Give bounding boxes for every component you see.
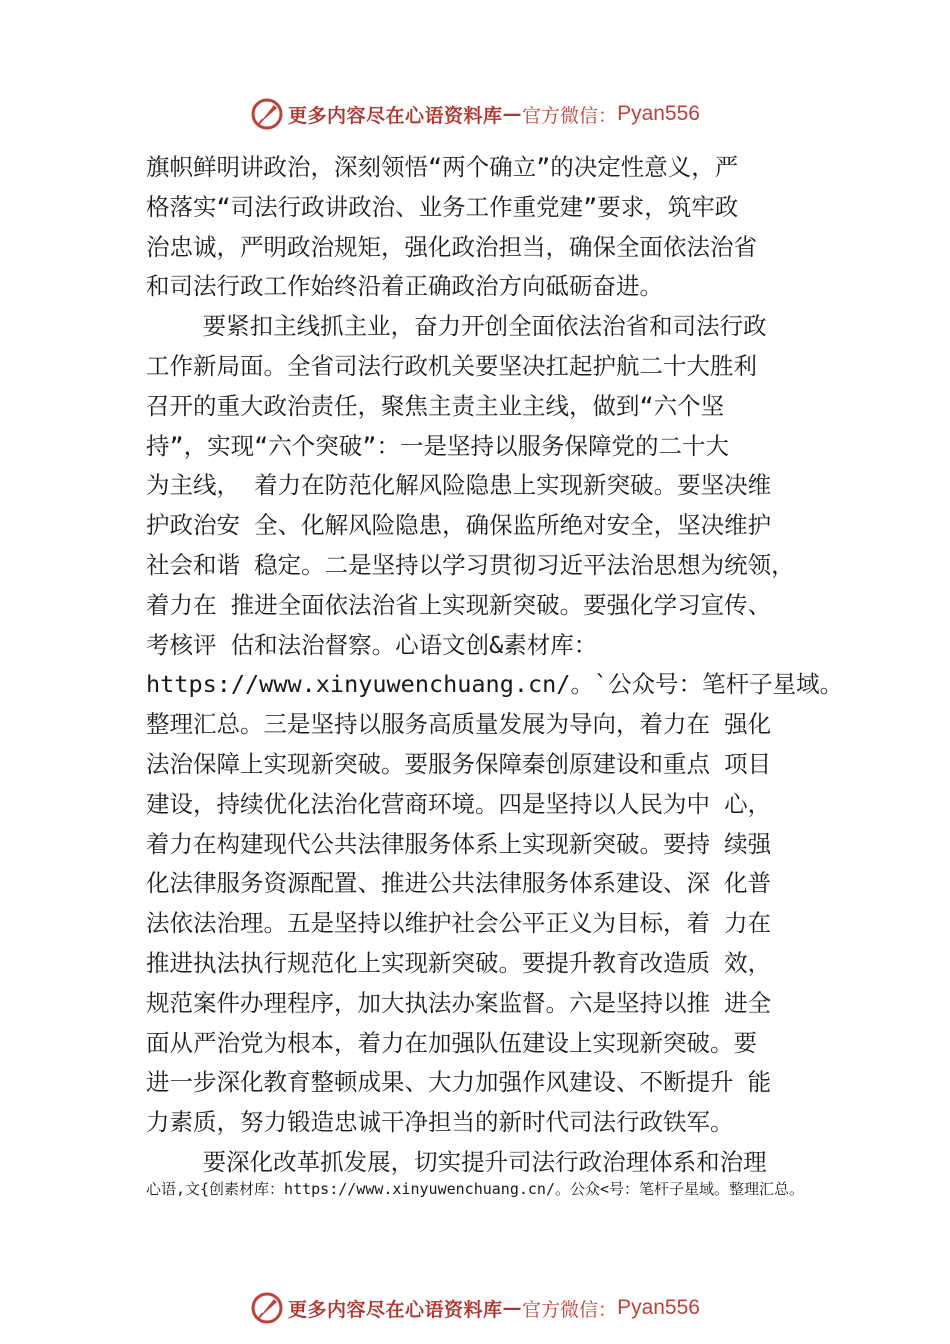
feather-logo-icon [250,1291,284,1325]
banner-wechat-id: Pyan556 [617,102,700,125]
text-line: 法治保障上实现新突破。要服务保障秦创原建设和重点 项目 [146,749,772,778]
footer-note: 心语,文{创素材库：https://www.xinyuwenchuang.cn/。公众<号：笔杆子星域。整理汇总。 [145,1180,805,1198]
banner-wechat-label: 官方微信： [522,104,618,127]
text-line: 力素质，努力锻造忠诚干净担当的新时代司法行政铁军。 [146,1108,734,1137]
text-line: https://www.xinyuwenchuang.cn/。`公众号：笔杆子星域。 [146,670,844,699]
footer-banner [0,1288,950,1328]
text-line: 护政治安 全、化解风险隐患，确保监所绝对安全，坚决维护 [146,511,772,540]
banner-wechat-id: Pyan556 [617,1296,700,1319]
banner-wechat-label: 官方微信： [522,1298,618,1321]
text-line: 推进执法执行规范化上实现新突破。要提升教育改造质 效， [146,948,772,977]
text-line: 治忠诚，严明政治规矩，强化政治担当，确保全面依法治省 [146,232,757,261]
text-line: 社会和谐 稳定。二是坚持以学习贯彻习近平法治思想为统领， [146,550,795,579]
text-line: 规范案件办理程序，加大执法办案监督。六是坚持以推 进全 [146,988,772,1017]
text-line: 化法律服务资源配置、推进公共法律服务体系建设、深 化普 [146,869,772,898]
feather-logo-icon [250,97,284,131]
text-line: 面从严治党为根本，着力在加强队伍建设上实现新突破。要 [146,1028,757,1057]
text-line: 着力在构建现代公共法律服务体系上实现新突破。要持 续强 [146,829,772,858]
banner-dash: — [502,1297,523,1319]
text-line: 召开的重大政治责任，聚焦主责主业主线，做到“六个坚 [146,391,725,420]
banner-title: 更多内容尽在心语资料库 [288,104,503,127]
banner-dash: — [502,103,523,125]
header-banner [0,94,950,134]
banner-title: 更多内容尽在心语资料库 [288,1298,503,1321]
text-line: 持”，实现“六个突破”：一是坚持以服务保障党的二十大 [146,431,729,460]
text-line: 格落实“司法行政讲政治、业务工作重党建”要求，筑牢政 [146,192,739,221]
text-line: 要紧扣主线抓主业，奋力开创全面依法治省和司法行政 [146,312,767,341]
text-line: 建设，持续优化法治化营商环境。四是坚持以人民为中 心， [146,789,772,818]
text-line: 工作新局面。全省司法行政机关要坚决扛起护航二十大胜利 [146,351,757,380]
text-line: 着力在 推进全面依法治省上实现新突破。要强化学习宣传、 [146,590,772,619]
text-line: 和司法行政工作始终沿着正确政治方向砥砺奋进。 [146,272,663,301]
text-line: 为主线， 着力在防范化解风险隐患上实现新突破。要坚决维 [146,471,772,500]
text-line: 考核评 估和法治督察。心语文创&素材库： [146,630,598,659]
text-line: 旗帜鲜明讲政治，深刻领悟“两个确立”的决定性意义，严 [146,153,739,181]
document-body [146,148,846,1183]
text-line: 进一步深化教育整顿成果、大力加强作风建设、不断提升 能 [146,1068,772,1097]
text-line: 要深化改革抓发展，切实提升司法行政治理体系和治理 [146,1147,767,1176]
text-line: 法依法治理。五是坚持以维护社会公平正义为目标，着 力在 [146,909,772,938]
text-line: 整理汇总。三是坚持以服务高质量发展为导向，着力在 强化 [146,710,772,739]
